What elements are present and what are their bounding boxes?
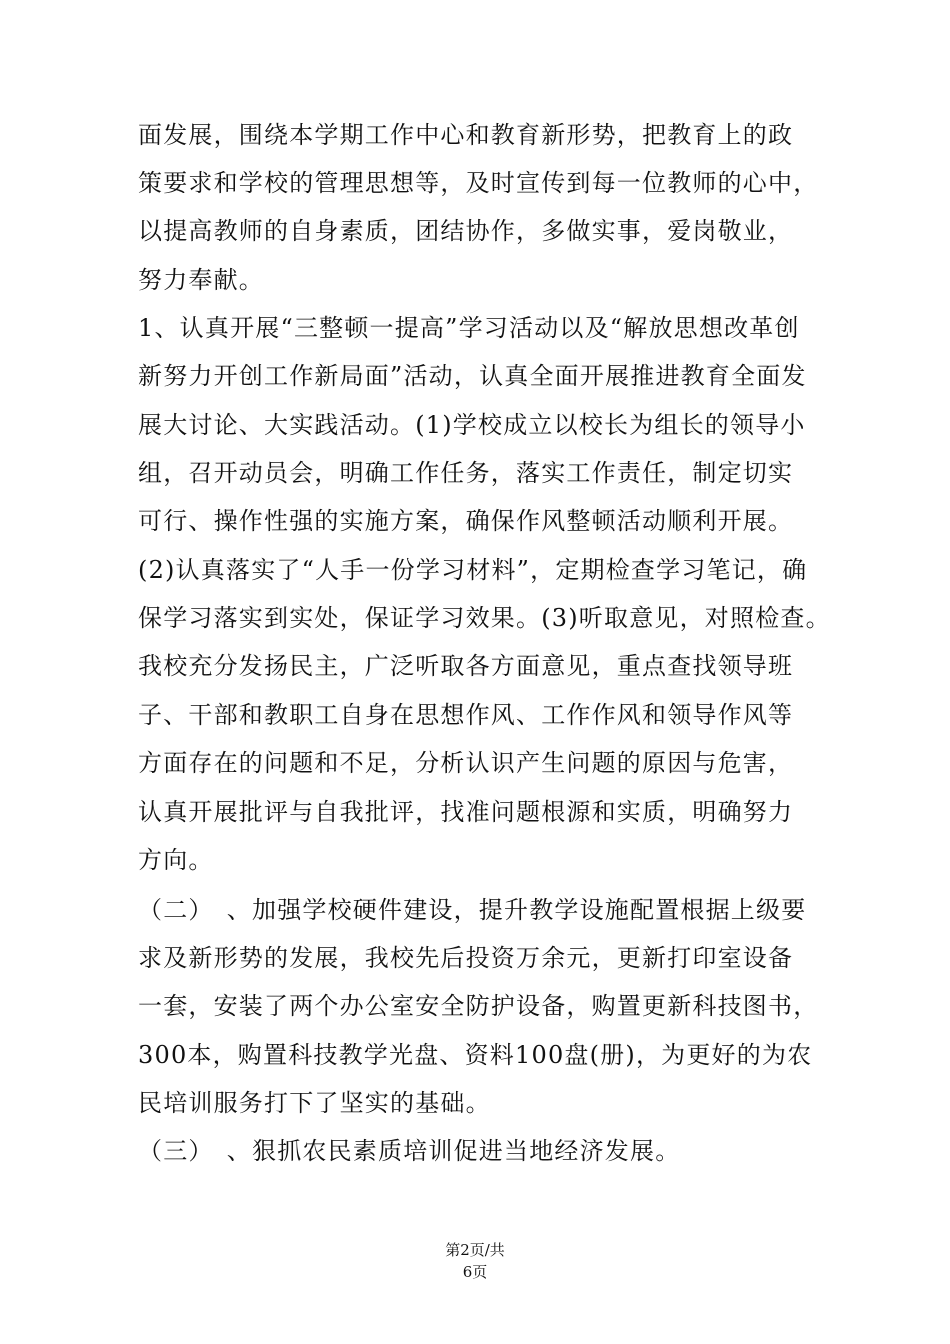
body-line-14: 方面存在的问题和不足，分析认识产生问题的原因与危害， — [138, 749, 794, 777]
body-line-5: 1、认真开展“三整顿一提高”学习活动以及“解放思想改革创 — [138, 314, 800, 342]
body-line-11: 保学习落实到实处，保证学习效果。(3)听取意见，对照检查。 — [138, 604, 831, 632]
body-line-12: 我校充分发扬民主，广泛听取各方面意见，重点查找领导班 — [138, 652, 794, 680]
body-line-20: 300本，购置科技教学光盘、资料100盘(册)，为更好的为农 — [138, 1041, 813, 1069]
page-number-line-2: 6页 — [462, 1263, 488, 1281]
body-line-3: 以提高教师的自身素质，团结协作，多做实事，爱岗敬业， — [138, 217, 794, 245]
body-line-7: 展大讨论、大实践活动。(1)学校成立以校长为组长的领导小 — [138, 411, 806, 439]
body-line-21: 民培训服务打下了坚实的基础。 — [138, 1089, 491, 1117]
body-line-22: （三） 、狠抓农民素质培训促进当地经济发展。 — [138, 1137, 681, 1165]
page-number-line-1: 第2页/共 — [445, 1241, 505, 1259]
body-line-17: （二） 、加强学校硬件建设，提升教学设施配置根据上级要 — [138, 896, 807, 924]
body-line-13: 子、干部和教职工自身在思想作风、工作作风和领导作风等 — [138, 701, 794, 729]
body-line-19: 一套，安装了两个办公室安全防护设备，购置更新科技图书， — [138, 992, 819, 1020]
body-line-16: 方向。 — [138, 846, 214, 874]
body-line-10: (2)认真落实了“人手一份学习材料”，定期检查学习笔记，确 — [138, 556, 808, 584]
body-line-18: 求及新形势的发展，我校先后投资万余元，更新打印室设备 — [138, 944, 794, 972]
body-line-8: 组，召开动员会，明确工作任务，落实工作责任，制定切实 — [138, 459, 794, 487]
body-line-6: 新努力开创工作新局面”活动，认真全面开展推进教育全面发 — [138, 362, 807, 390]
body-line-1: 面发展，围绕本学期工作中心和教育新形势，把教育上的政 — [138, 121, 794, 149]
body-line-2: 策要求和学校的管理思想等，及时宣传到每一位教师的心中， — [138, 169, 819, 197]
body-line-9: 可行、操作性强的实施方案，确保作风整顿活动顺利开展。 — [138, 507, 794, 535]
body-line-4: 努力奉献。 — [138, 266, 264, 294]
body-line-15: 认真开展批评与自我批评，找准问题根源和实质，明确努力 — [138, 798, 794, 826]
